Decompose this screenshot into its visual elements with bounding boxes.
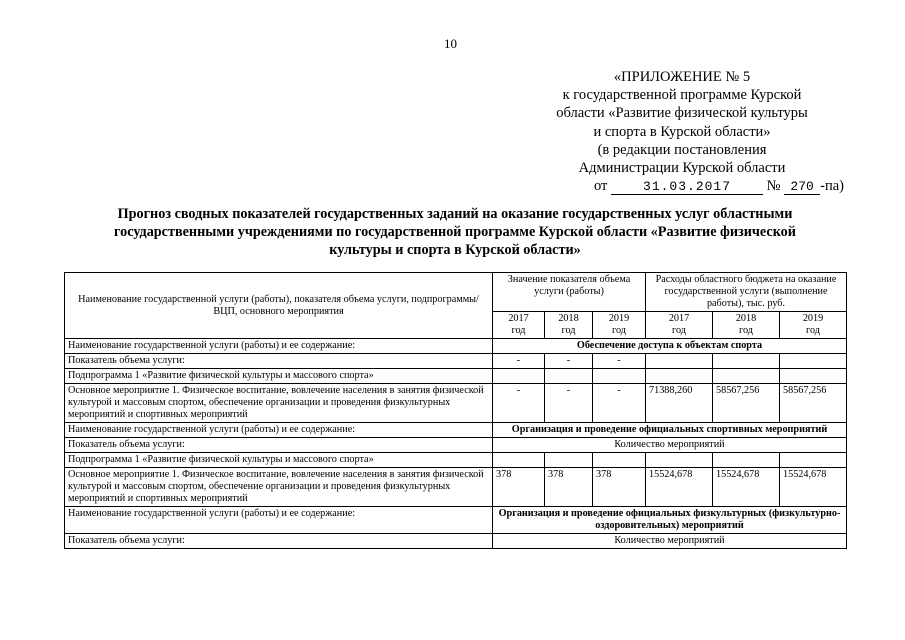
header-year [713, 312, 780, 339]
table-row [65, 438, 847, 453]
order-number: 270 [784, 180, 820, 195]
row-label: Наименование государственной услуги (работы) и ее содержание: [65, 507, 493, 534]
header-year-value: 2018 [558, 313, 579, 324]
row-label: Основное мероприятие 1. Физическое воспитание, вовлечение населения в занятия физической культурой и массовым спортом, обеспечение организации и проведения физкультурных мероприятий и спортивных мероприятий [65, 384, 493, 423]
indicators-table [64, 272, 847, 549]
expense-cell: 58567,256 [780, 384, 847, 423]
expense-cell [780, 354, 847, 369]
appendix-header [500, 68, 864, 195]
row-span-text: Организация и проведение официальных спортивных мероприятий [493, 423, 847, 438]
order-date: 31.03.2017 [611, 180, 763, 195]
row-span-text: Обеспечение доступа к объектам спорта [493, 339, 847, 354]
volume-cell [593, 453, 646, 468]
order-number-label: № [766, 178, 781, 195]
header-year-value: 2017 [668, 313, 690, 324]
title-line-2: государственными учреждениями по государственной программе Курской области «Развитие физической [114, 224, 796, 240]
header-year [646, 312, 713, 339]
row-label: Показатель объема услуги: [65, 534, 493, 549]
document-title [40, 205, 870, 259]
expense-cell [646, 369, 713, 384]
header-year-unit: год [739, 325, 753, 336]
expense-cell [646, 453, 713, 468]
expense-cell: 58567,256 [713, 384, 780, 423]
table-row [65, 423, 847, 438]
volume-cell: 378 [493, 468, 545, 507]
row-label: Подпрограмма 1 «Развитие физической культуры и массового спорта» [65, 369, 493, 384]
volume-cell: - [493, 354, 545, 369]
row-span-text: Количество мероприятий [493, 438, 847, 453]
expense-cell [780, 369, 847, 384]
row-label: Основное мероприятие 1. Физическое воспитание, вовлечение населения в занятия физической культурой и массовым спортом, обеспечение организации и проведения физкультурных мероприятий и спортивных мероприятий [65, 468, 493, 507]
header-year-value: 2018 [735, 313, 757, 324]
appendix-line-2: к государственной программе Курской [562, 87, 802, 104]
expense-cell [713, 354, 780, 369]
volume-cell: - [545, 354, 593, 369]
row-span-text: Организация и проведение официальных физкультурных (физкультурно-оздоровительных) мероприятий [493, 507, 847, 534]
title-line-1: Прогноз сводных показателей государственных заданий на оказание государственных услуг областными [117, 206, 793, 222]
table-row [65, 534, 847, 549]
volume-cell: - [593, 354, 646, 369]
table-row [65, 453, 847, 468]
header-year-unit: год [561, 325, 576, 336]
header-year-unit: год [672, 325, 686, 336]
order-from-label: от [594, 178, 608, 195]
appendix-line-5: (в редакции постановления [597, 141, 767, 158]
expense-cell: 15524,678 [646, 468, 713, 507]
table-row [65, 468, 847, 507]
expense-cell [646, 354, 713, 369]
header-name-col: Наименование государственной услуги (работы), показателя объема услуги, подпрограммы/ВЦП, основного мероприятия [65, 273, 493, 339]
header-year-value: 2019 [608, 313, 630, 324]
title-line-3: культуры и спорта в Курской области» [329, 242, 581, 258]
volume-cell: 378 [593, 468, 646, 507]
page-number: 10 [444, 36, 457, 51]
row-span-text: Количество мероприятий [493, 534, 847, 549]
header-row-1 [65, 273, 847, 312]
header-year-unit: год [612, 325, 626, 336]
row-label: Подпрограмма 1 «Развитие физической культуры и массового спорта» [65, 453, 493, 468]
appendix-title: «ПРИЛОЖЕНИЕ № 5 [613, 69, 751, 85]
volume-cell: 378 [545, 468, 593, 507]
header-year [593, 312, 646, 339]
row-label: Наименование государственной услуги (работы) и ее содержание: [65, 423, 493, 438]
expense-cell: 71388,260 [646, 384, 713, 423]
header-year-unit: год [511, 325, 526, 336]
order-line [574, 177, 864, 195]
header-year [493, 312, 545, 339]
header-expense-group: Расходы областного бюджета на оказание государственной услуги (выполнение работы), тыс. руб. [646, 273, 847, 312]
header-year [545, 312, 593, 339]
appendix-line-6: Администрации Курской области [578, 160, 786, 177]
volume-cell [493, 453, 545, 468]
row-label: Наименование государственной услуги (работы) и ее содержание: [65, 339, 493, 354]
row-label: Показатель объема услуги: [65, 438, 493, 453]
row-label: Показатель объема услуги: [65, 354, 493, 369]
volume-cell: - [493, 384, 545, 423]
table-row [65, 384, 847, 423]
volume-cell [593, 369, 646, 384]
volume-cell: - [593, 384, 646, 423]
appendix-line-3: области «Развитие физической культуры [556, 105, 808, 122]
order-suffix: -па) [820, 178, 844, 195]
expense-cell [780, 453, 847, 468]
expense-cell: 15524,678 [780, 468, 847, 507]
table-row [65, 339, 847, 354]
header-year-value: 2017 [508, 313, 529, 324]
header-volume-group: Значение показателя объема услуги (работы) [493, 273, 646, 312]
header-year [780, 312, 847, 339]
volume-cell [493, 369, 545, 384]
appendix-line-4: и спорта в Курской области» [593, 123, 771, 140]
expense-cell [713, 453, 780, 468]
volume-cell: - [545, 384, 593, 423]
volume-cell [545, 453, 593, 468]
table-row [65, 369, 847, 384]
header-year-value: 2019 [802, 313, 824, 324]
expense-cell: 15524,678 [713, 468, 780, 507]
table-row [65, 354, 847, 369]
volume-cell [545, 369, 593, 384]
header-year-unit: год [806, 325, 820, 336]
expense-cell [713, 369, 780, 384]
table-row [65, 507, 847, 534]
